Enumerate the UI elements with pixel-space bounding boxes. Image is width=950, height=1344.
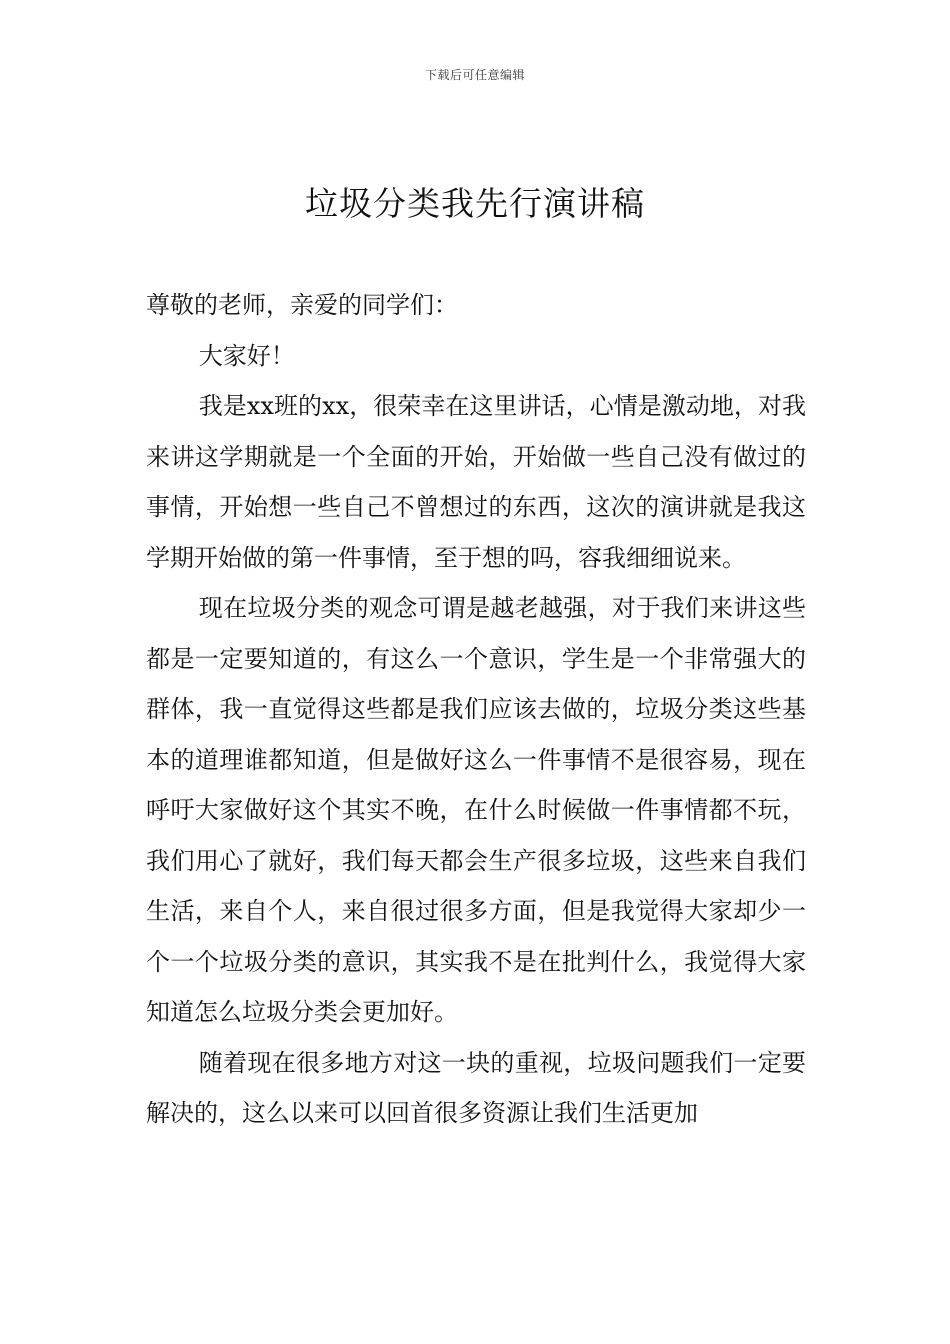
salutation: 尊敬的老师，亲爱的同学们：: [146, 291, 458, 319]
document-body: [146, 280, 806, 1139]
body-paragraph: 现在垃圾分类的观念可谓是越老越强，对于我们来讲这些都是一定要知道的，有这么一个意识，学生是一个非常强大的群体，我一直觉得这些都是我们应该去做的，垃圾分类这些基本的道理谁都知道，但是做好这么一件事情不是很容易，现在呼吁大家做好这个其实不晚，在什么时候做一件事情都不玩，我们用心了就好，我们每天都会生产很多垃圾，这些来自我们生活，来自个人，来自很过很多方面，但是我觉得大家却少一个一个垃圾分类的意识，其实我不是在批判什么，我觉得大家知道怎么垃圾分类会更加好。: [146, 594, 806, 1026]
body-paragraph: 随着现在很多地方对这一块的重视，垃圾问题我们一定要解决的，这么以来可以回首很多资源让我们生活更加: [146, 1048, 806, 1127]
intro-paragraph: 我是xx班的xx，很荣幸在这里讲话，心情是激动地，对我来讲这学期就是一个全面的开始，开始做一些自己没有做过的事情，开始想一些自己不曾想过的东西，这次的演讲就是我这学期开始做的第一件事情，至于想的吗，容我细细说来。: [146, 392, 806, 572]
document-title: 垃圾分类我先行演讲稿: [305, 184, 645, 223]
greeting-paragraph: 大家好！: [198, 341, 295, 370]
header-note: 下载后可任意编辑: [424, 68, 525, 82]
